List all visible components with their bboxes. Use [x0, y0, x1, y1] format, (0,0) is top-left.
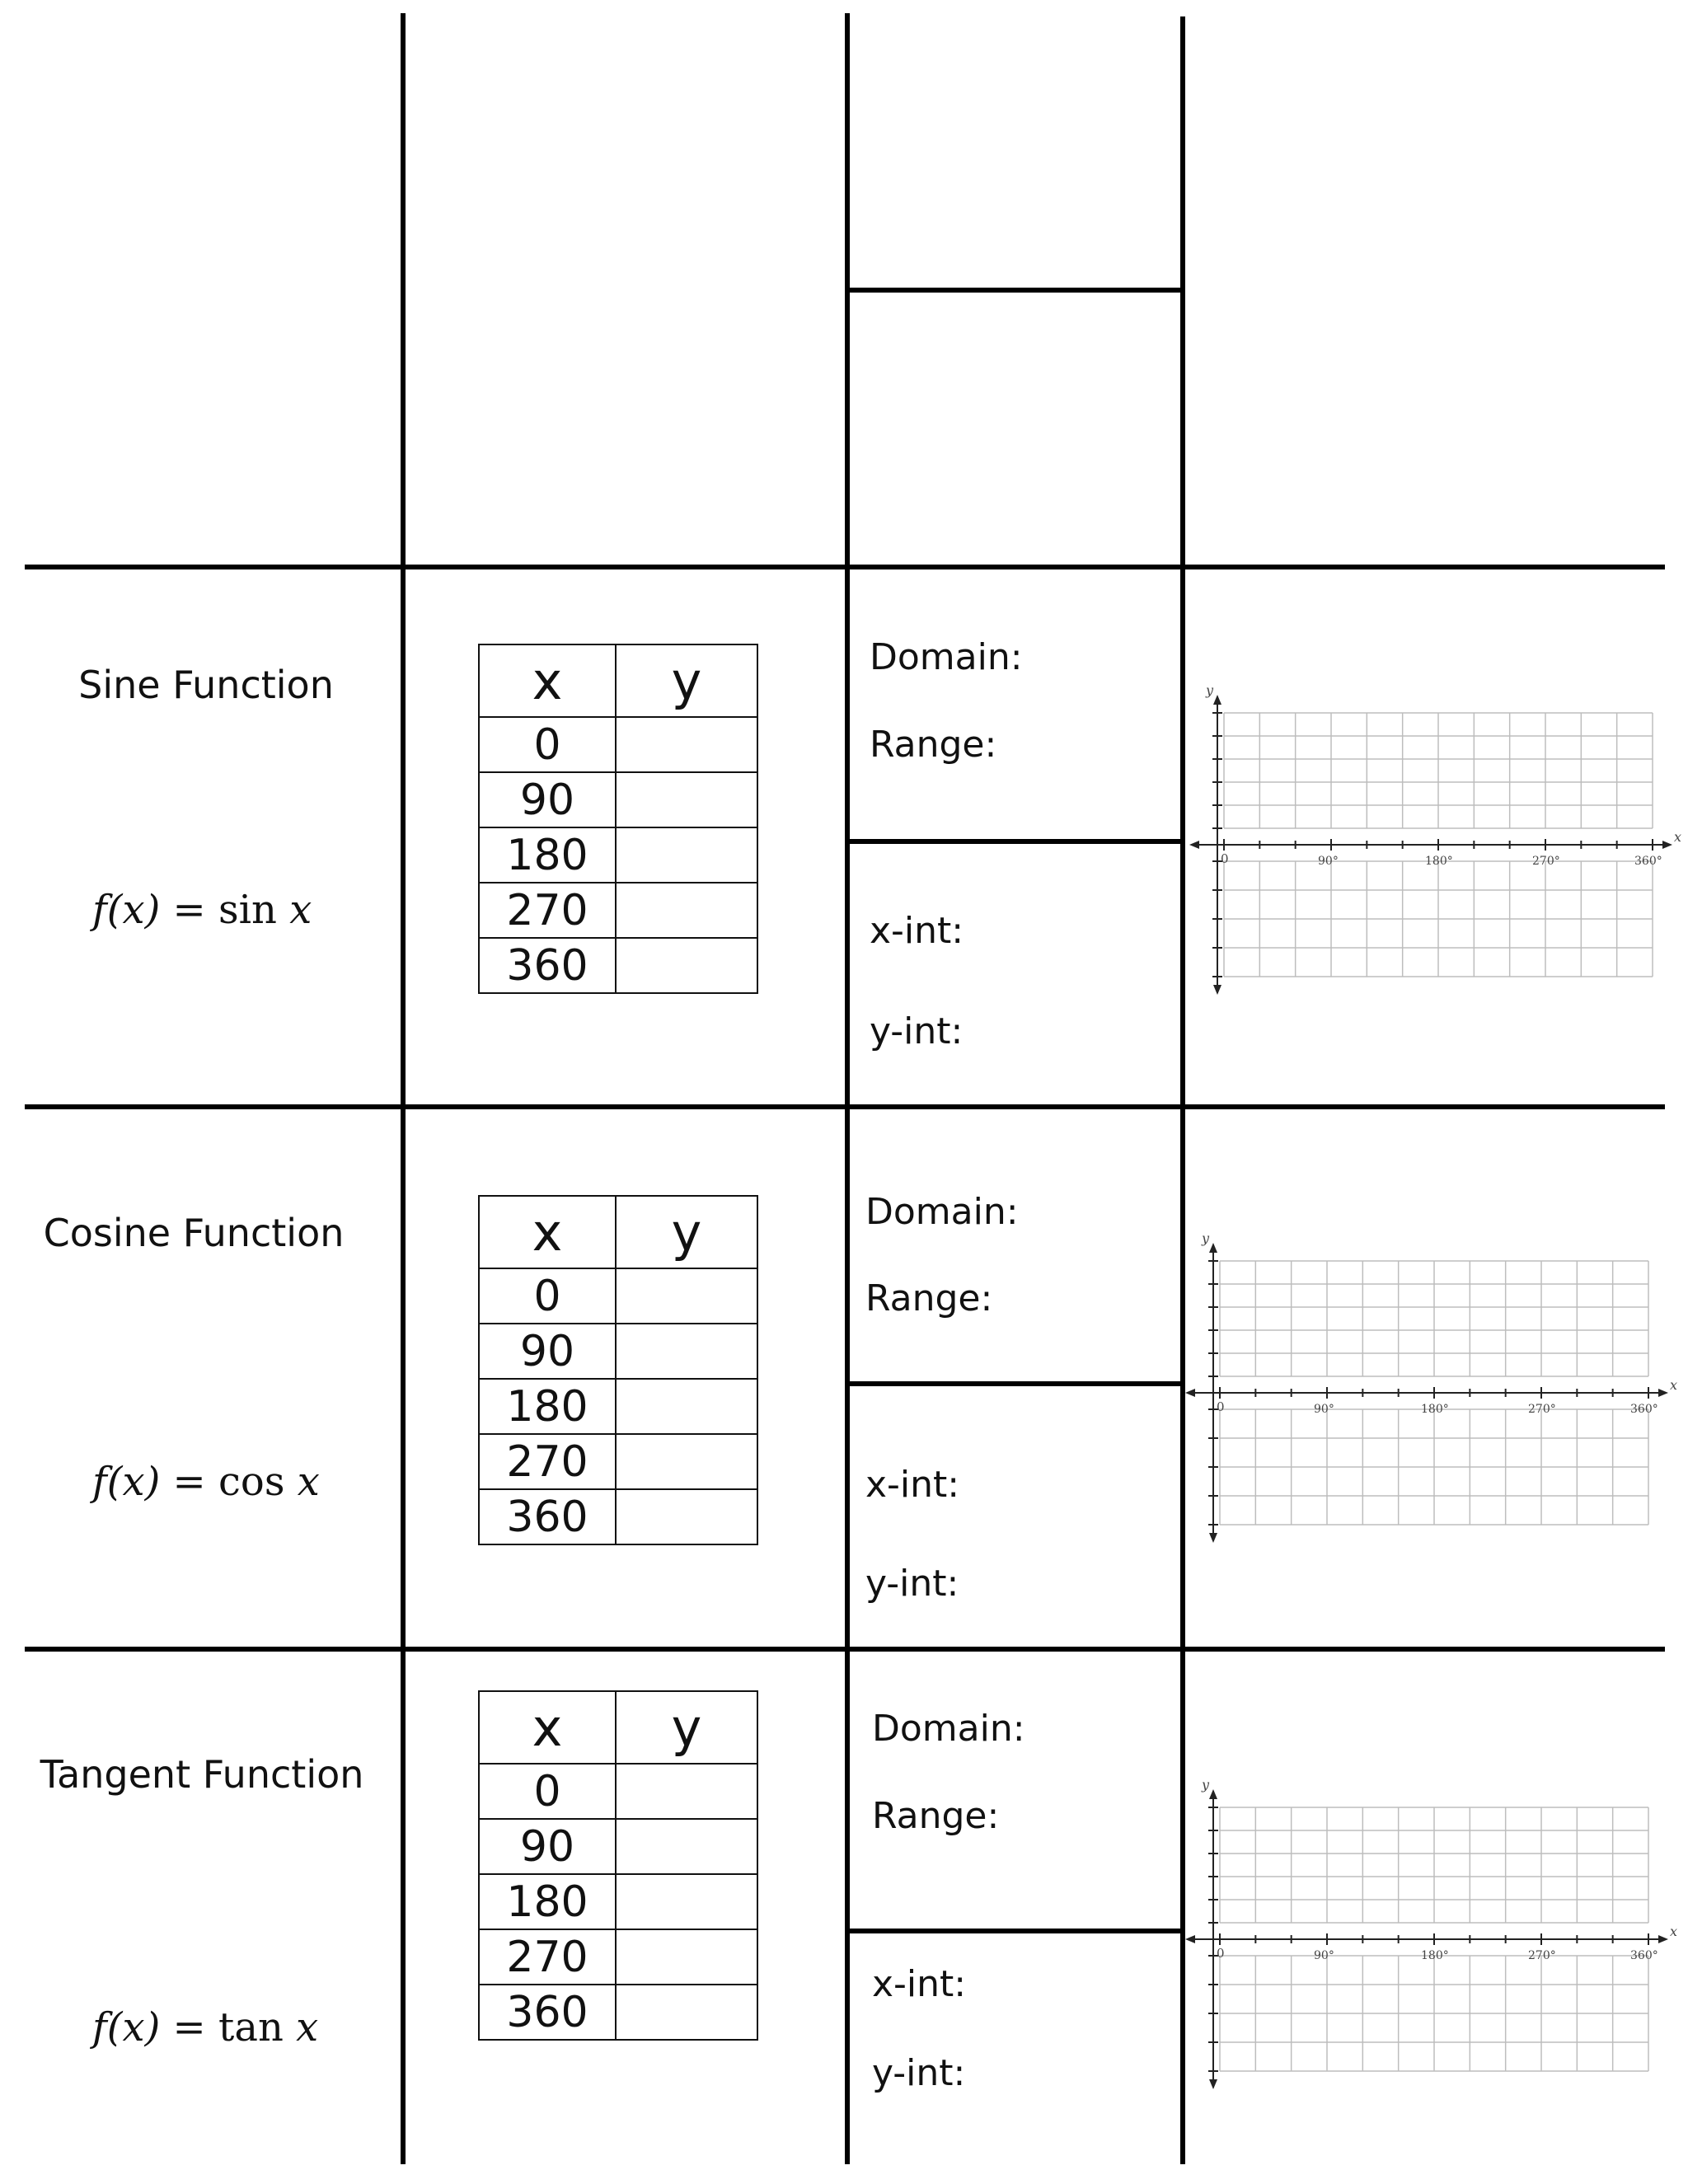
- cosine-blank-graph: [1187, 1230, 1678, 1545]
- y-entry-cell[interactable]: [616, 1324, 757, 1379]
- x-value: 270: [479, 1929, 616, 1985]
- sine-x-int-label: x-int:: [870, 910, 964, 952]
- flap-rule-sine: [845, 839, 1183, 844]
- sine-value-table: [478, 644, 758, 994]
- y-entry-cell[interactable]: [616, 883, 757, 938]
- cosine-formula: [92, 1459, 320, 1505]
- vertical-rule-2: [845, 13, 850, 2164]
- x-axis-label: x: [1670, 1924, 1678, 1939]
- table-row: [479, 1324, 757, 1379]
- x-axis-arrow-right-icon: [1658, 1389, 1668, 1397]
- formula-variable: x: [276, 887, 312, 933]
- y-entry-cell[interactable]: [616, 1985, 757, 2040]
- y-entry-cell[interactable]: [616, 1268, 757, 1324]
- y-axis-arrow-up-icon: [1213, 695, 1221, 705]
- tangent-y-int-label: y-int:: [872, 2052, 966, 2094]
- y-entry-cell[interactable]: [616, 827, 757, 883]
- y-axis-label: y: [1202, 1777, 1210, 1793]
- x-axis-label: x: [1674, 829, 1682, 845]
- y-axis-arrow-down-icon: [1213, 985, 1221, 995]
- flap-rule-tangent: [845, 1929, 1183, 1933]
- cosine-y-int-label: y-int:: [865, 1563, 959, 1605]
- table-row: [479, 1434, 757, 1489]
- formula-variable: x: [284, 1459, 320, 1505]
- y-axis-arrow-up-icon: [1209, 1243, 1217, 1253]
- x-value: 0: [479, 717, 616, 772]
- formula-variable: x: [283, 2004, 319, 2050]
- tangent-value-table: [478, 1690, 758, 2041]
- x-value: 90: [479, 772, 616, 827]
- sine-domain-label: Domain:: [870, 636, 1023, 678]
- x-tick-label: 270°: [1528, 1949, 1556, 1962]
- cosine-value-table: [478, 1195, 758, 1545]
- table-row: [479, 1985, 757, 2040]
- x-value: 270: [479, 883, 616, 938]
- table-row: [479, 1379, 757, 1434]
- x-tick-label: 90°: [1318, 855, 1339, 868]
- table-row: [479, 1268, 757, 1324]
- y-header: y: [616, 644, 757, 717]
- y-axis-arrow-up-icon: [1209, 1789, 1217, 1799]
- cosine-domain-label: Domain:: [865, 1191, 1019, 1233]
- x-value: 90: [479, 1324, 616, 1379]
- x-tick-label: 90°: [1314, 1949, 1334, 1962]
- x-value: 0: [479, 1268, 616, 1324]
- sine-title: Sine Function: [78, 663, 334, 707]
- formula-prefix: f(x) =: [92, 887, 219, 933]
- y-entry-cell[interactable]: [616, 717, 757, 772]
- table-header-row: [479, 644, 757, 717]
- origin-label: 0: [1217, 1946, 1225, 1961]
- table-header-row: [479, 1196, 757, 1268]
- x-tick-label: 270°: [1532, 855, 1560, 868]
- tangent-blank-graph: [1187, 1777, 1678, 2092]
- tangent-formula: [92, 2004, 318, 2050]
- x-value: 0: [479, 1764, 616, 1819]
- formula-prefix: f(x) =: [92, 2004, 219, 2050]
- y-axis-label: y: [1206, 682, 1214, 698]
- y-entry-cell[interactable]: [616, 938, 757, 993]
- x-tick-label: 180°: [1421, 1403, 1449, 1416]
- x-value: 180: [479, 1379, 616, 1434]
- table-row: [479, 827, 757, 883]
- x-axis-arrow-left-icon: [1185, 1935, 1195, 1943]
- vertical-rule-1: [401, 13, 406, 2164]
- x-header: x: [479, 644, 616, 717]
- tangent-x-int-label: x-int:: [872, 1963, 967, 2005]
- sine-y-int-label: y-int:: [870, 1010, 964, 1052]
- x-value: 360: [479, 938, 616, 993]
- tangent-range-label: Range:: [872, 1795, 1000, 1837]
- formula-prefix: f(x) =: [92, 1459, 219, 1505]
- table-row: [479, 938, 757, 993]
- vertical-rule-3: [1180, 16, 1185, 2164]
- y-entry-cell[interactable]: [616, 1379, 757, 1434]
- formula-function: sin: [218, 887, 277, 933]
- y-entry-cell[interactable]: [616, 1489, 757, 1544]
- table-row: [479, 1874, 757, 1929]
- sine-blank-graph: [1191, 682, 1682, 997]
- x-tick-label: 180°: [1421, 1949, 1449, 1962]
- table-header-row: [479, 1691, 757, 1764]
- y-header: y: [616, 1691, 757, 1764]
- table-row: [479, 883, 757, 938]
- table-row: [479, 1929, 757, 1985]
- y-entry-cell[interactable]: [616, 1819, 757, 1874]
- y-entry-cell[interactable]: [616, 1929, 757, 1985]
- sine-formula: [92, 887, 312, 933]
- y-entry-cell[interactable]: [616, 1874, 757, 1929]
- flap-rule-top: [845, 288, 1183, 293]
- x-axis-arrow-left-icon: [1185, 1389, 1195, 1397]
- x-tick-label: 360°: [1630, 1949, 1658, 1962]
- x-value: 180: [479, 1874, 616, 1929]
- table-row: [479, 772, 757, 827]
- y-entry-cell[interactable]: [616, 1434, 757, 1489]
- x-tick-label: 270°: [1528, 1403, 1556, 1416]
- y-header: y: [616, 1196, 757, 1268]
- x-header: x: [479, 1196, 616, 1268]
- x-value: 90: [479, 1819, 616, 1874]
- formula-function: tan: [218, 2004, 284, 2050]
- table-row: [479, 717, 757, 772]
- x-axis-arrow-left-icon: [1189, 841, 1199, 849]
- cosine-x-int-label: x-int:: [865, 1464, 960, 1506]
- x-axis-arrow-right-icon: [1662, 841, 1672, 849]
- x-axis-arrow-right-icon: [1658, 1935, 1668, 1943]
- x-value: 180: [479, 827, 616, 883]
- x-value: 360: [479, 1985, 616, 2040]
- origin-label: 0: [1217, 1399, 1225, 1414]
- y-axis-label: y: [1202, 1230, 1210, 1246]
- table-row: [479, 1819, 757, 1874]
- tangent-domain-label: Domain:: [872, 1708, 1025, 1750]
- y-entry-cell[interactable]: [616, 1764, 757, 1819]
- y-entry-cell[interactable]: [616, 772, 757, 827]
- tangent-title: Tangent Function: [40, 1752, 364, 1797]
- x-tick-label: 360°: [1634, 855, 1662, 868]
- table-row: [479, 1764, 757, 1819]
- cosine-title: Cosine Function: [43, 1211, 345, 1255]
- sine-range-label: Range:: [870, 724, 997, 766]
- origin-label: 0: [1221, 851, 1229, 866]
- x-value: 360: [479, 1489, 616, 1544]
- horizontal-rule-2: [25, 1104, 1665, 1109]
- x-tick-label: 180°: [1425, 855, 1453, 868]
- y-axis-arrow-down-icon: [1209, 1533, 1217, 1543]
- formula-function: cos: [218, 1459, 285, 1505]
- x-tick-label: 90°: [1314, 1403, 1334, 1416]
- horizontal-rule-1: [25, 565, 1665, 569]
- cosine-range-label: Range:: [865, 1277, 993, 1319]
- x-tick-label: 360°: [1630, 1403, 1658, 1416]
- horizontal-rule-3: [25, 1647, 1665, 1652]
- x-header: x: [479, 1691, 616, 1764]
- x-value: 270: [479, 1434, 616, 1489]
- y-axis-arrow-down-icon: [1209, 2079, 1217, 2089]
- flap-rule-cosine: [845, 1381, 1183, 1386]
- x-axis-label: x: [1670, 1377, 1678, 1393]
- table-row: [479, 1489, 757, 1544]
